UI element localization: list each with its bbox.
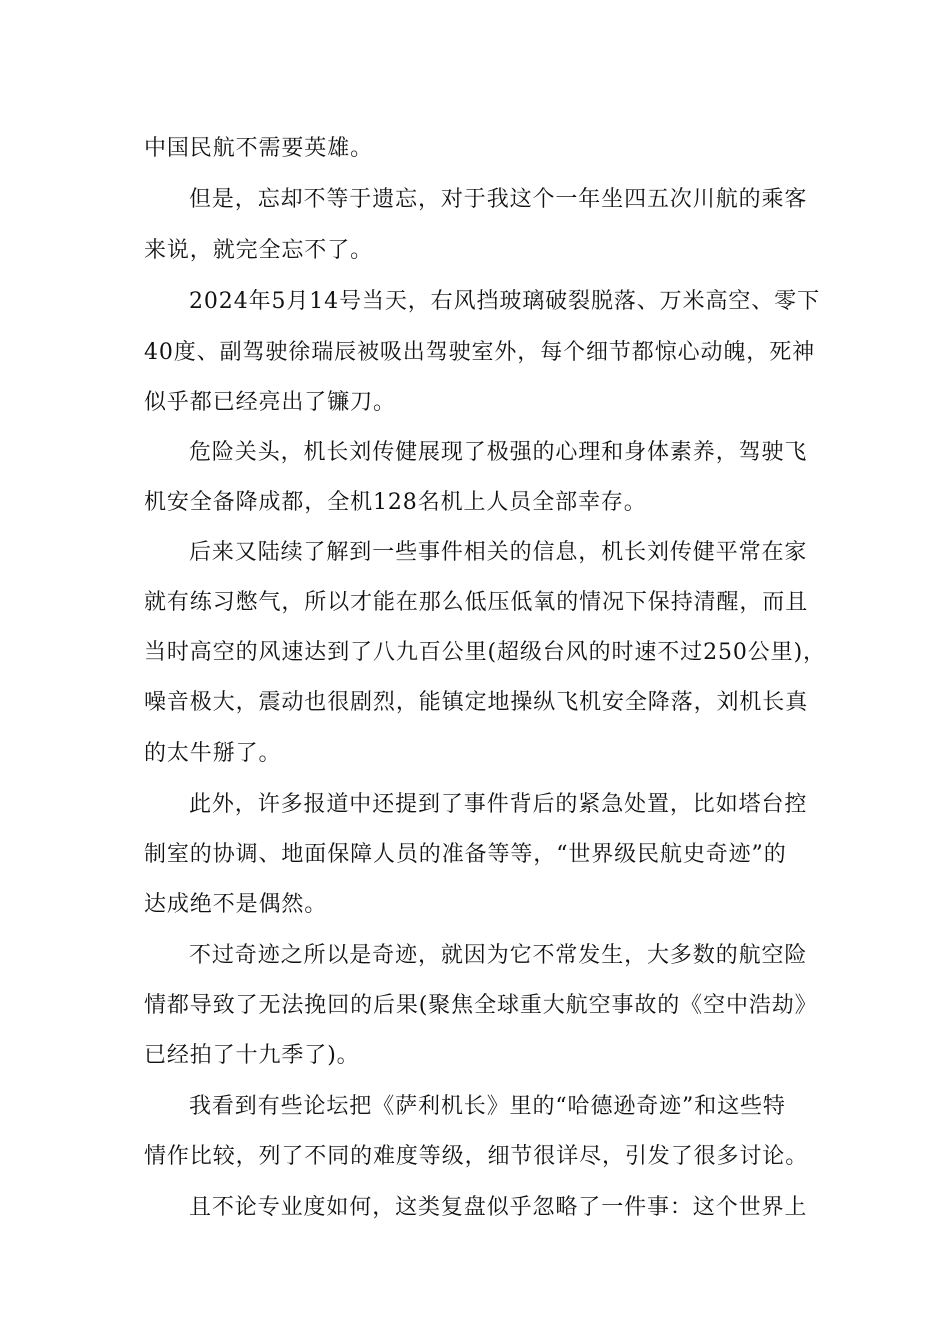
text-line: 中国民航不需要英雄。: [144, 136, 374, 161]
text-line: 噪音极大，震动也很剧烈，能镇定地操纵飞机安全降落，刘机长真: [144, 690, 809, 715]
text-line: 且不论专业度如何，这类复盘似乎忽略了一件事：这个世界上: [189, 1195, 808, 1220]
text-line: 2024年5月14号当天，右风挡玻璃破裂脱落、万米高空、零下: [189, 289, 820, 314]
text-line: 的太牛掰了。: [144, 741, 282, 766]
text-line: 机安全备降成都，全机128名机上人员全部幸存。: [144, 490, 647, 515]
text-line: 情作比较，列了不同的难度等级，细节很详尽，引发了很多讨论。: [144, 1144, 809, 1169]
text-line: 来说，就完全忘不了。: [144, 238, 374, 263]
text-line: 似乎都已经亮出了镰刀。: [144, 390, 396, 415]
text-line: 不过奇迹之所以是奇迹，就因为它不常发生，大多数的航空险: [189, 943, 808, 968]
text-line: 情都导致了无法挽回的后果(聚焦全球重大航空事故的《空中浩劫》: [144, 993, 818, 1018]
text-line: 但是，忘却不等于遗忘，对于我这个一年坐四五次川航的乘客: [189, 187, 808, 212]
text-line: 达成绝不是偶然。: [144, 892, 328, 917]
text-line: 制室的协调、地面保障人员的准备等等，“世界级民航史奇迹”的: [144, 842, 787, 867]
text-line: 已经拍了十九季了)。: [144, 1043, 360, 1068]
text-line: 后来又陆续了解到一些事件相关的信息，机长刘传健平常在家: [189, 540, 808, 565]
text-line: 危险关头，机长刘传健展现了极强的心理和身体素养，驾驶飞: [189, 440, 808, 465]
text-line: 此外，许多报道中还提到了事件背后的紧急处置，比如塔台控: [189, 792, 808, 817]
text-line: 40度、副驾驶徐瑞辰被吸出驾驶室外，每个细节都惊心动魄，死神: [144, 340, 815, 365]
text-line: 我看到有些论坛把《萨利机长》里的“哈德逊奇迹”和这些特: [189, 1094, 786, 1119]
text-line: 当时高空的风速达到了八九百公里(超级台风的时速不过250公里)，: [144, 640, 826, 665]
text-line: 就有练习憋气，所以才能在那么低压低氧的情况下保持清醒，而且: [144, 590, 809, 615]
